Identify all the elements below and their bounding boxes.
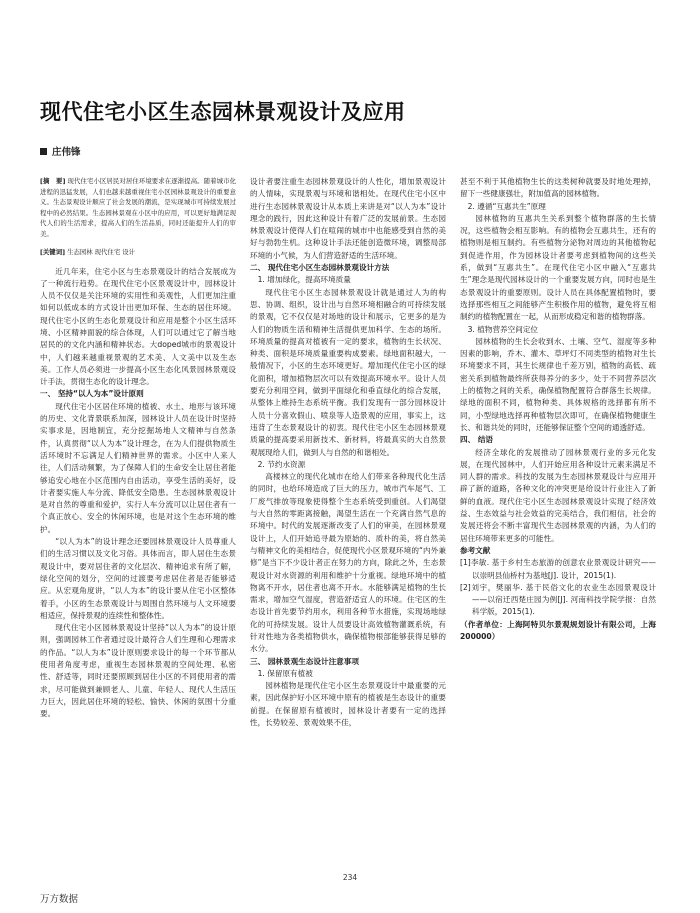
- footer-watermark: 万方数据: [40, 894, 79, 905]
- body-paragraph: 设计者要注重生态园林景观设计的人性化，增加景观设计的人情味，实现景观与环境和谐相处。在现代住宅小区中进行生态园林景观设计从本质上来讲是对“以人为本”设计理念的践行，因此这种设计有着广泛的发展前景。生态园林景观设计使得人们在喧闹的城市中也能感受到自然的美好与勃勃生机。这种设计手法还能创造微环境，调整局部环境的小气候，为人们营造舒适的生活环境。: [250, 177, 446, 260]
- keywords: [40, 247, 236, 258]
- abstract-text: 现代住宅小区居民对居住环境要求在逐渐提高。随着城市化进程的迅猛发展，人们也越来越重视住宅小区园林景观设计的重要意义。生态景观设计顺应了社会发展的潮流，是实现城市可持续发展过程中的必然结果。生态园林景观在小区中的应用，可以更好地满足现代人们的生活需求，提高人们的生活品质，同时还能提升人们的审美。: [40, 177, 236, 238]
- body-paragraph: 经济全球化的发展推动了园林景观行业的多元化发展，在现代园林中，人们开始应用各种设计元素来满足不同人群的需求。科技的发展为生态园林景观设计与应用开辟了新的道路，各种文化的冲突更是给设计行业注入了新鲜的血液。现代住宅小区生态园林景观设计实现了经济效益、生态效益与社会效益的完美结合，我们相信，社会的发展还将会不断丰富现代生态园林景观的内涵，为人们的居住环境带来更多的可能性。: [460, 447, 656, 543]
- body-paragraph: 现代住宅小区园林景观设计坚持“以人为本”的设计原则，强调园林工作者通过设计最符合人们生理和心理需求的作品。“以人为本”设计原则要求设计的每一个环节都从使用者角度考虑，重视生态园林景观的空间处理、私密性、舒适等，同时还要照顾到居住小区的不同使用者的需求，尽可能做到兼顾老人、儿童、年轻人、现代人生活压力巨大，因此居住环境的轻松、愉快、休闲的氛围十分重要。: [40, 623, 236, 719]
- body-paragraph: 园林植物是现代住宅小区生态景观设计中最重要的元素，因此保护好小区环境中原有的植被是生态设计的重要前提。在保留原有植被时，园林设计者要有一定的选择性，长势较差、景观效果不佳，: [250, 681, 446, 728]
- section-heading-2: 二、 现代住宅小区生态园林景观设计方法: [250, 263, 390, 273]
- column-1: [40, 176, 236, 720]
- references-heading: 参考文献: [460, 545, 491, 555]
- keywords-text: 生态园林 现代住宅 设计: [67, 248, 136, 256]
- reference-item: [460, 582, 656, 619]
- reference-text: 刘宇，樊丽华. 基于民俗文化的农业生态园景观设计——以宿迁西楚庄园为例[J]. 河南科技学院学报：自然科学版，2015(1).: [470, 582, 656, 617]
- article-title: 现代住宅小区生态园林景观设计及应用: [40, 100, 406, 124]
- subsection-heading: 2. 节约水资源: [257, 459, 306, 469]
- author-line: [40, 144, 81, 158]
- abstract: [40, 176, 236, 239]
- column-3: [460, 176, 656, 643]
- reference-item: [460, 557, 656, 582]
- subsection-heading: 1. 保留原有植被: [257, 668, 313, 678]
- body-paragraph: 高楼林立的现代化城市在给人们带来各种现代化生活的同时，也给环境造成了巨大的压力，城市汽车尾气、工厂废气排放等现象使得整个生态系统受到重创。人们渴望与大自然的零距离接触，渴望生活在一个充满自然气息的环境中。时代的发展逐渐改变了人们的审美，在园林景观设计上，人们开始追寻最为原始的、质朴的美，将自然美与精神文化的美相结合，促使现代小区景观环境的“内外兼修”是当下不少设计者正在努力的方向，除此之外，生态景观设计对水资源的利用和维护十分重视。绿地环境中的植物离不开水，居住者也离不开水。水能够满足植物的生长需求，增加空气湿度，营造舒适宜人的环境。住宅区的生态设计首先要节约用水，利用各种节水措施，实现场地绿化的可持续发展。设计人员要设计高效植物灌溉系统，有针对性地为各类植物供水，确保植物根部能够获得足够的水分。: [250, 472, 446, 654]
- body-paragraph: 甚至不利于其他植物生长的这类树种就要及时地处理掉，留下一些健康强壮，附加值高的园林植物。: [460, 177, 656, 199]
- column-2: [250, 176, 446, 729]
- body-paragraph: 园林植物的互惠共生关系到整个植物群落的生长情况，这些植物会相互影响。有的植物会互惠共生，还有的植物则是相互制约。有些植物分泌物对周边的其他植物起到促进作用，作为园林设计者要考虑到植物间的这些关系，做到“互惠共生”。在现代住宅小区中融入“互惠共生”理念是现代园林设计的一个重要发展方向，同时也是生态景观设计的重要原则。设计人员在具体配置植物时，要选择那些相互之间能够产生积极作用的植物，避免将互相制约的植物配置在一起，从而形成稳定和谐的植物群落。: [460, 213, 656, 322]
- subsection-heading: 1. 增加绿化，提高环境质量: [257, 275, 351, 285]
- section-heading-1: 一、 坚持“以人为本”设计原则: [40, 389, 144, 399]
- abstract-label: [摘 要]: [40, 177, 66, 185]
- page-number: 234: [342, 873, 358, 882]
- reference-number: [2]: [460, 582, 471, 592]
- section-heading-3: 三、 园林景观生态设计注意事项: [250, 656, 359, 666]
- body-paragraph: 近几年来，住宅小区与生态景观设计的结合发展成为了一种流行趋势。在现代住宅小区景观设计中，园林设计人员不仅仅是关注环境的实用性和美观性，人们更加注重如何以低成本的方式设计出更加环保、生态的居住环境。现代住宅小区的生态化景观设计和应用是整个小区生活环境、小区精神面貌的综合体现，人们可以通过它了解当地居民的的文化内涵和精神状态。大doped城市的景观设计中，人们越来越重视景观的艺术美、人文美中以及生态美。工作人员必须进一步提高小区生态化风景园林景观设计手法，贯彻生态化的设计理念。: [40, 266, 236, 387]
- subsection-heading: 3. 植物营养空间定位: [467, 324, 539, 334]
- reference-number: [1]: [460, 558, 471, 568]
- keywords-label: [关键词]: [40, 248, 66, 256]
- body-paragraph: 现代住宅小区居住环境的植被、水土、地形与该环境的历史、文化背景联系加深，园林设计人员在设计时坚持实事求是，因地制宜，充分挖掘场地人文精神与自然条件，认真贯彻“以人为本”设计理念，在为人们提供物质生活环境时不忘满足人们精神世界的需求。小区中人来人往，人们活动频繁，为了保障人们的生命安全让居住者能够追安心地在小区范围内自由活动，享受生活的美好，设计者要实施人车分流、降低安全隐患。生态园林景观设计是对自然的尊重和爱护，实行人车分流可以让居住者有一个真正放心、安全的休闲环境，也是对这个生态环境的维护。: [40, 401, 236, 534]
- body-paragraph: 现代住宅小区生态园林景观设计就是通过人为的构思、协调、组织，设计出与自然环境相融合的可持续发展的景观，它不仅仅是对场地的设计和展示，它更多的是为人们的物质生活和精神生活提供更加科学、生态的场所。环境质量的提高对植被有一定的要求，植物的生长状况、种类、面积是环境质量重要构成要素。绿地面积越大，一般情况下，小区的生态环境更好。增加现代住宅小区的绿化面积，增加植物层次可以有效提高环境水平。设计人员要充分利用空间，做到平面绿化和垂直绿化的综合发展，从整体上维持生态系统平衡。我们发现有一部分园林设计人员十分喜欢假山、喷泉等人造景观的应用，事实上，这违背了生态景观设计的初衷。现代住宅小区生态园林景观质量的提高要采用新技术、新材料，将最真实的大自然景观展现给人们，做到人与自然的和谐相处。: [250, 287, 446, 457]
- subsection-heading: 2. 遵循“互惠共生”原理: [467, 201, 546, 211]
- body-paragraph: 园林植物的生长会收到水、土壤、空气、湿度等多种因素的影响，乔木、灌木、草坪灯不同类型的植物对生长环境要求不同，其生长规律也千差万别，植物的高低、疏密关系到植物最终所获得养分的多少，处于不同营养层次上的植物之间的关系，确保植物配置符合群落生长规律。绿地的面积不同，植物种类、具体规格的选择都有所不同，小型绿地选择再种植物层次即可，在确保植物健康生长、和谐共处的同时，还能够保证整个空间的通透舒适。: [460, 336, 656, 432]
- reference-text: 李敏. 基于乡村生态旅游的创意农业景观设计研究——以崇明县仙桥村为基地[J]. 设计，2015(1).: [470, 558, 656, 580]
- square-bullet-icon: [40, 148, 47, 155]
- author-name: 庄伟锋: [52, 147, 81, 158]
- body-paragraph: “以人为本”的设计理念还要园林景观设计人员尊重人们的生活习惯以及文化习俗。具体而言，即人居住生态景观设计中，要对居住者的文化层次、精神追求有所了解，绿化空间的划分，空间的过渡要考虑居住者是否能够适应。从宏观角度讲，“以人为本”的设计要从住宅小区整体着手，小区的生态景观设计与周围自然环境与人文环境要相适应，保持景观的连续性和整体性。: [40, 537, 236, 620]
- section-heading-4: 四、 结语: [460, 435, 494, 445]
- author-affiliation: （作者单位：上海阿特贝尔景观规划设计有限公司，上海 200000）: [460, 619, 656, 641]
